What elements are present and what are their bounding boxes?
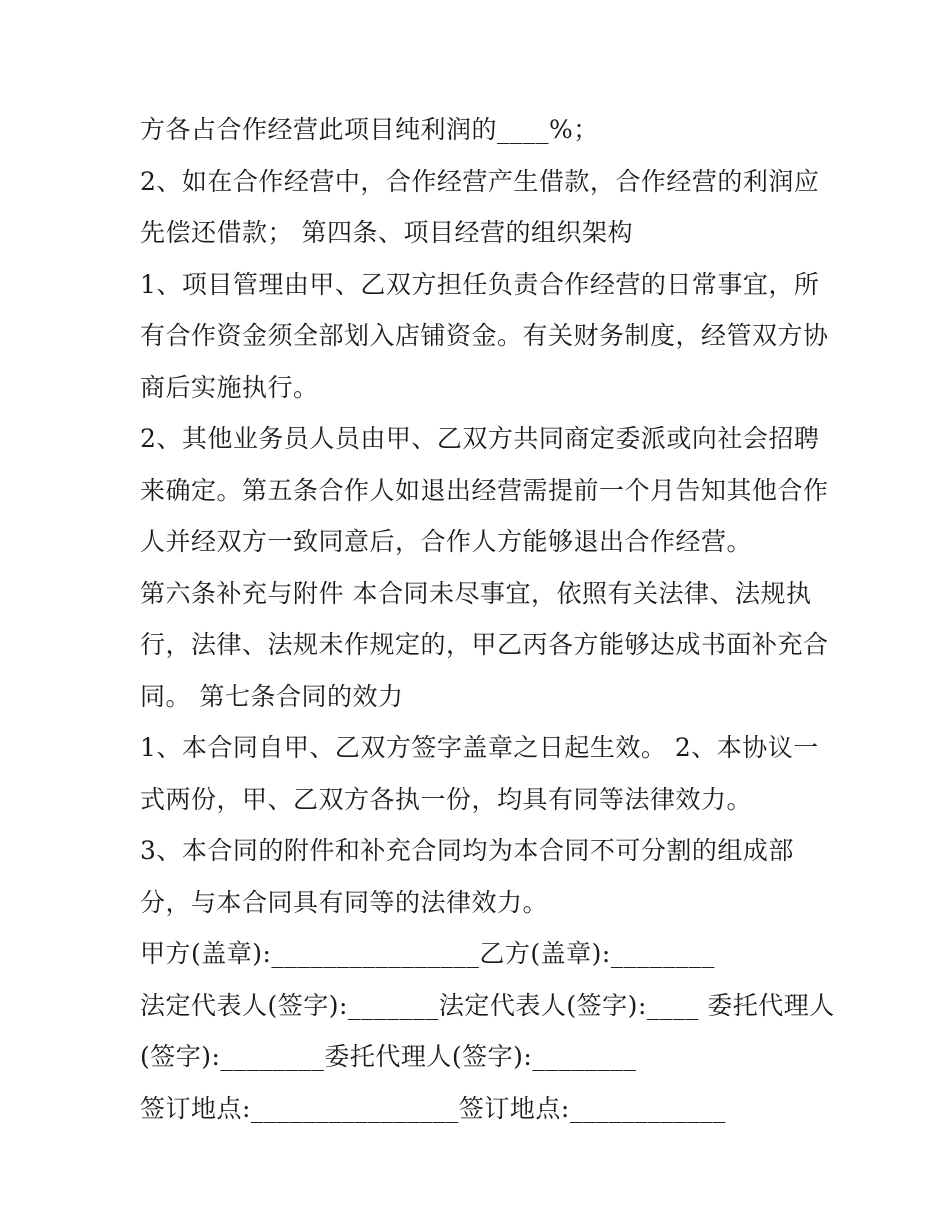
text-line: 同。 第七条合同的效力: [140, 681, 404, 711]
text-line: 1、本合同自甲、乙双方签字盖章之日起生效。 2、本协议一: [140, 733, 819, 762]
text-line: 方各占合作经营此项目纯利润的____%；: [140, 115, 599, 144]
signature-line-party: 甲方(盖章):________________乙方(盖章):________: [140, 939, 715, 968]
text-line: 第六条补充与附件 本合同未尽事宜，依照有关法律、法规执: [140, 578, 812, 608]
text-line: 人并经双方一致同意后，合作人方能够退出合作经营。: [140, 527, 753, 556]
signature-line-representative: 法定代表人(签字):_______法定代表人(签字):____ 委托代理人: [140, 990, 835, 1020]
document-body: [140, 104, 835, 1134]
text-line: 1、项目管理由甲、乙双方担任负责合作经营的日常事宜，所: [140, 269, 820, 299]
text-line: 2、如在合作经营中，合作经营产生借款，合作经营的利润应: [140, 166, 820, 196]
text-line: 有合作资金须全部划入店铺资金。有关财务制度，经管双方协: [140, 321, 829, 350]
text-line: 式两份，甲、乙双方各执一份，均具有同等法律效力。: [140, 784, 753, 814]
signing-location-line: 签订地点:________________签订地点:____________: [140, 1093, 726, 1123]
signature-line-agent: (签字):________委托代理人(签字):________: [140, 1042, 637, 1071]
text-line: 2、其他业务员人员由甲、乙双方共同商定委派或向社会招聘: [140, 424, 820, 453]
text-line: 商后实施执行。: [140, 372, 319, 402]
text-line: 来确定。第五条合作人如退出经营需提前一个月告知其他合作: [140, 475, 829, 505]
text-line: 先偿还借款； 第四条、项目经营的组织架构: [140, 218, 633, 247]
text-line: 3、本合同的附件和补充合同均为本合同不可分割的组成部: [140, 836, 794, 865]
text-line: 分，与本合同具有同等的法律效力。: [140, 887, 549, 917]
text-line: 行，法律、法规未作规定的，甲乙丙各方能够达成书面补充合: [140, 630, 829, 659]
